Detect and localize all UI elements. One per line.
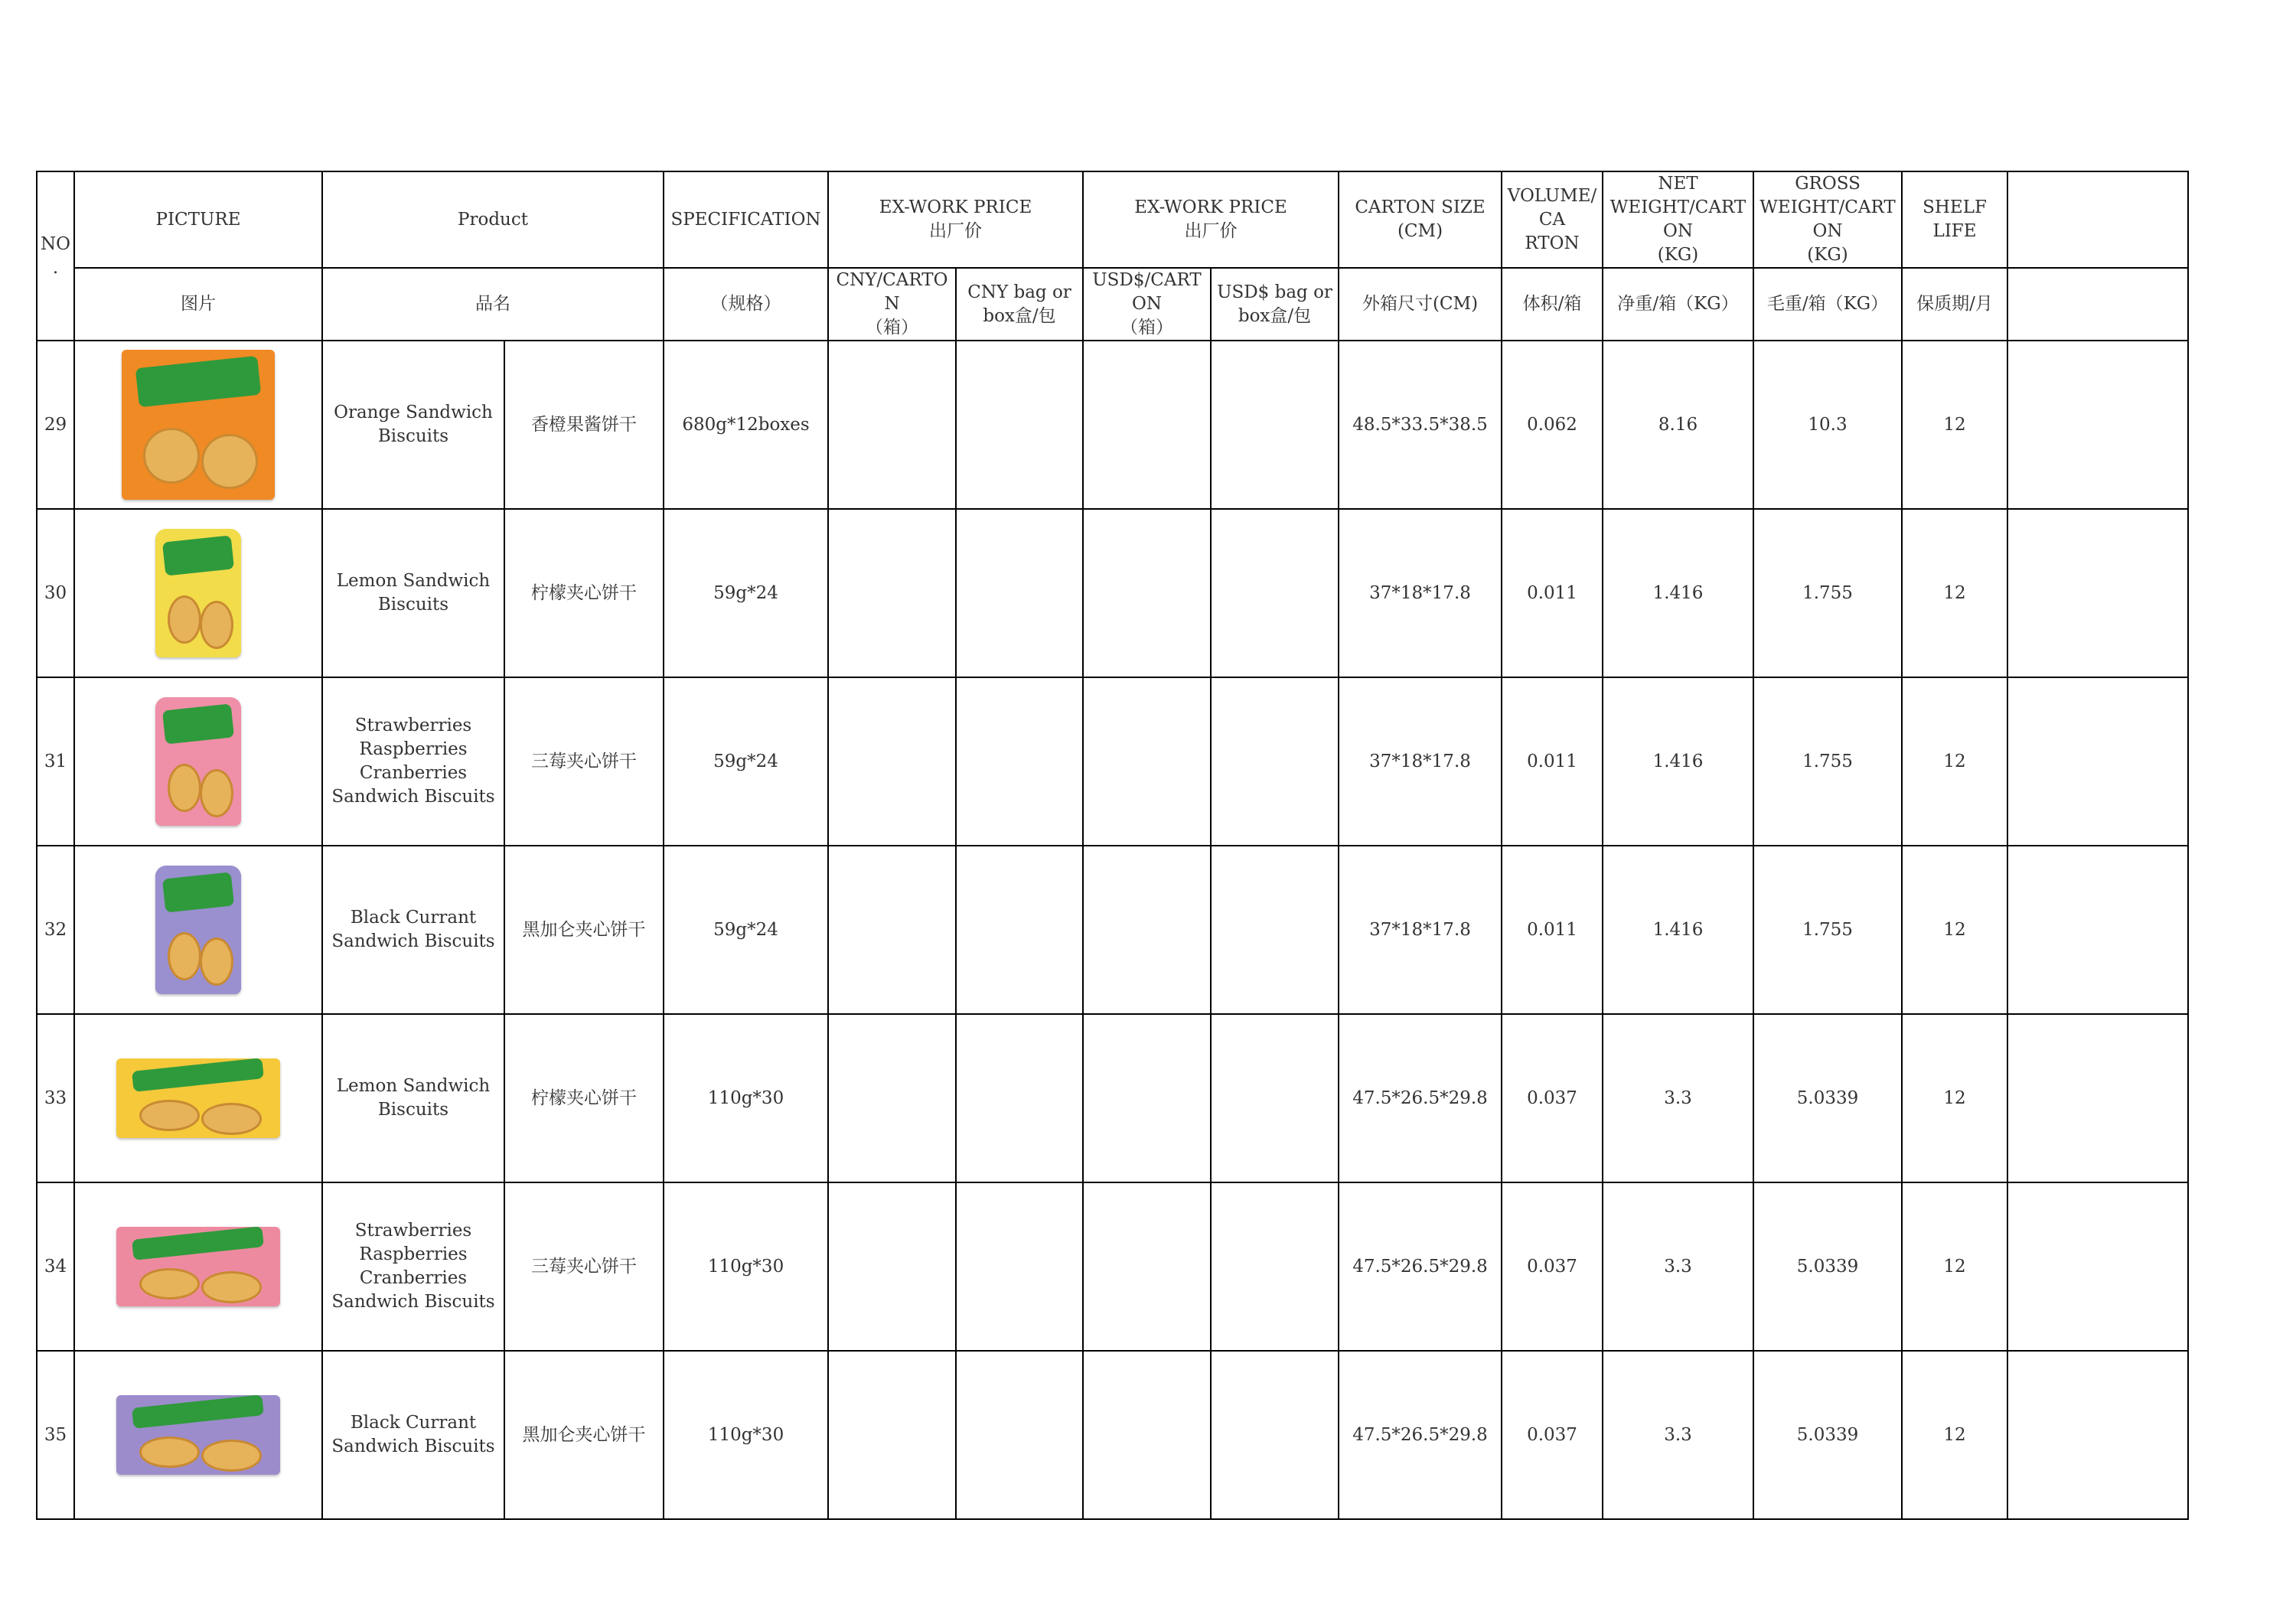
usd-carton-price bbox=[1083, 846, 1211, 1014]
cny-bag-price bbox=[956, 1182, 1083, 1351]
biscuit-icon bbox=[139, 1100, 200, 1131]
row-number: 31 bbox=[37, 677, 74, 846]
usd-carton-price bbox=[1083, 1182, 1211, 1351]
empty-cell bbox=[2007, 846, 2188, 1014]
usd-bag-price bbox=[1211, 341, 1339, 509]
brand-logo-icon bbox=[132, 1227, 264, 1260]
col-header-product-cn: 品名 bbox=[322, 268, 664, 341]
carton-size: 37*18*17.8 bbox=[1339, 677, 1502, 846]
brand-logo-icon bbox=[162, 872, 234, 913]
biscuit-icon bbox=[139, 1268, 200, 1300]
product-name-cn: 柠檬夹心饼干 bbox=[504, 509, 664, 677]
product-picture bbox=[74, 509, 322, 677]
brand-logo-icon bbox=[162, 536, 234, 576]
net-weight: 1.416 bbox=[1603, 846, 1753, 1014]
usd-bag-price bbox=[1211, 509, 1339, 677]
col-header-net-weight-cn: 净重/箱（KG） bbox=[1603, 268, 1753, 341]
product-picture bbox=[74, 1014, 322, 1182]
usd-bag-price bbox=[1211, 1182, 1339, 1351]
col-header-usd-bag: USD$ bag or box盒/包 bbox=[1211, 268, 1339, 341]
carton-size: 37*18*17.8 bbox=[1339, 509, 1502, 677]
volume: 0.037 bbox=[1502, 1351, 1603, 1519]
price-list-table bbox=[36, 171, 2189, 1520]
row-number: 34 bbox=[37, 1182, 74, 1351]
col-header-gross-weight-cn: 毛重/箱（KG） bbox=[1753, 268, 1902, 341]
usd-carton-price bbox=[1083, 509, 1211, 677]
table-row bbox=[37, 509, 2188, 677]
net-weight: 1.416 bbox=[1603, 509, 1753, 677]
specification: 110g*30 bbox=[664, 1351, 828, 1519]
biscuit-icon bbox=[200, 938, 233, 986]
empty-cell bbox=[2007, 341, 2188, 509]
volume: 0.062 bbox=[1502, 341, 1603, 509]
empty-cell bbox=[2007, 171, 2188, 268]
col-header-volume: VOLUME/CA RTON bbox=[1502, 171, 1603, 268]
biscuit-icon bbox=[201, 1103, 262, 1134]
shelf-life: 12 bbox=[1902, 341, 2007, 509]
specification: 110g*30 bbox=[664, 1014, 828, 1182]
product-name-cn: 黑加仑夹心饼干 bbox=[504, 1351, 664, 1519]
product-package-image bbox=[116, 1058, 280, 1138]
cny-carton-price bbox=[828, 509, 956, 677]
col-header-product: Product bbox=[322, 171, 664, 268]
product-name-en: Black Currant Sandwich Biscuits bbox=[322, 1351, 504, 1519]
usd-bag-price bbox=[1211, 1014, 1339, 1182]
product-package-image bbox=[122, 350, 275, 500]
col-header-cny-bag: CNY bag or box盒/包 bbox=[956, 268, 1083, 341]
gross-weight: 1.755 bbox=[1753, 509, 1902, 677]
biscuit-icon bbox=[200, 769, 233, 817]
specification: 59g*24 bbox=[664, 677, 828, 846]
biscuit-icon bbox=[168, 595, 201, 644]
product-package-image bbox=[155, 866, 241, 994]
specification: 59g*24 bbox=[664, 846, 828, 1014]
brand-logo-icon bbox=[132, 1058, 264, 1092]
table-row bbox=[37, 1182, 2188, 1351]
col-header-no: NO. bbox=[37, 171, 74, 341]
table-row bbox=[37, 846, 2188, 1014]
product-name-cn: 三莓夹心饼干 bbox=[504, 677, 664, 846]
empty-cell bbox=[2007, 1014, 2188, 1182]
cny-carton-price bbox=[828, 677, 956, 846]
cny-bag-price bbox=[956, 509, 1083, 677]
product-name-en: Lemon Sandwich Biscuits bbox=[322, 1014, 504, 1182]
usd-carton-price bbox=[1083, 1014, 1211, 1182]
header-row-english bbox=[37, 171, 2188, 268]
biscuit-icon bbox=[143, 428, 200, 484]
col-header-cny-carton: CNY/CARTON （箱） bbox=[828, 268, 956, 341]
shelf-life: 12 bbox=[1902, 1351, 2007, 1519]
col-header-carton-size-cn: 外箱尺寸(CM) bbox=[1339, 268, 1502, 341]
biscuit-icon bbox=[200, 601, 233, 649]
gross-weight: 5.0339 bbox=[1753, 1182, 1902, 1351]
biscuit-icon bbox=[168, 932, 201, 980]
cny-carton-price bbox=[828, 1351, 956, 1519]
product-name-en: Strawberries Raspberries Cranberries Sandwich Biscuits bbox=[322, 1182, 504, 1351]
product-picture bbox=[74, 1182, 322, 1351]
usd-carton-price bbox=[1083, 677, 1211, 846]
product-name-cn: 黑加仑夹心饼干 bbox=[504, 846, 664, 1014]
table-row bbox=[37, 1351, 2188, 1519]
biscuit-icon bbox=[201, 1440, 262, 1471]
col-header-gross-weight: GROSS WEIGHT/CARTON (KG) bbox=[1753, 171, 1902, 268]
volume: 0.011 bbox=[1502, 846, 1603, 1014]
specification: 110g*30 bbox=[664, 1182, 828, 1351]
product-package-image bbox=[155, 529, 241, 657]
product-package-image bbox=[116, 1395, 280, 1475]
product-name-cn: 三莓夹心饼干 bbox=[504, 1182, 664, 1351]
brand-logo-icon bbox=[132, 1395, 264, 1429]
biscuit-icon bbox=[201, 434, 258, 490]
row-number: 33 bbox=[37, 1014, 74, 1182]
col-header-volume-cn: 体积/箱 bbox=[1502, 268, 1603, 341]
product-package-image bbox=[116, 1227, 280, 1306]
row-number: 29 bbox=[37, 341, 74, 509]
shelf-life: 12 bbox=[1902, 1014, 2007, 1182]
row-number: 35 bbox=[37, 1351, 74, 1519]
product-name-cn: 柠檬夹心饼干 bbox=[504, 1014, 664, 1182]
carton-size: 37*18*17.8 bbox=[1339, 846, 1502, 1014]
usd-bag-price bbox=[1211, 677, 1339, 846]
cny-carton-price bbox=[828, 846, 956, 1014]
gross-weight: 1.755 bbox=[1753, 846, 1902, 1014]
usd-bag-price bbox=[1211, 846, 1339, 1014]
net-weight: 1.416 bbox=[1603, 677, 1753, 846]
volume: 0.011 bbox=[1502, 677, 1603, 846]
shelf-life: 12 bbox=[1902, 677, 2007, 846]
product-picture bbox=[74, 341, 322, 509]
col-header-net-weight: NET WEIGHT/CARTON (KG) bbox=[1603, 171, 1753, 268]
carton-size: 47.5*26.5*29.8 bbox=[1339, 1014, 1502, 1182]
col-header-carton-size: CARTON SIZE (CM) bbox=[1339, 171, 1502, 268]
product-picture bbox=[74, 677, 322, 846]
carton-size: 48.5*33.5*38.5 bbox=[1339, 341, 1502, 509]
empty-cell bbox=[2007, 509, 2188, 677]
cny-carton-price bbox=[828, 1014, 956, 1182]
table-row bbox=[37, 677, 2188, 846]
col-header-exwork-cny: EX-WORK PRICE 出厂价 bbox=[828, 171, 1083, 268]
volume: 0.037 bbox=[1502, 1014, 1603, 1182]
carton-size: 47.5*26.5*29.8 bbox=[1339, 1182, 1502, 1351]
col-header-usd-carton: USD$/CARTON （箱） bbox=[1083, 268, 1211, 341]
product-picture bbox=[74, 846, 322, 1014]
net-weight: 3.3 bbox=[1603, 1351, 1753, 1519]
cny-bag-price bbox=[956, 846, 1083, 1014]
table-row bbox=[37, 1014, 2188, 1182]
product-name-en: Strawberries Raspberries Cranberries Sandwich Biscuits bbox=[322, 677, 504, 846]
row-number: 32 bbox=[37, 846, 74, 1014]
row-number: 30 bbox=[37, 509, 74, 677]
product-name-en: Black Currant Sandwich Biscuits bbox=[322, 846, 504, 1014]
col-header-shelf-life: SHELF LIFE bbox=[1902, 171, 2007, 268]
col-header-specification-cn: （规格） bbox=[664, 268, 828, 341]
biscuit-icon bbox=[139, 1436, 200, 1468]
specification: 59g*24 bbox=[664, 509, 828, 677]
empty-cell bbox=[2007, 1351, 2188, 1519]
product-name-en: Lemon Sandwich Biscuits bbox=[322, 509, 504, 677]
specification: 680g*12boxes bbox=[664, 341, 828, 509]
net-weight: 3.3 bbox=[1603, 1014, 1753, 1182]
col-header-specification: SPECIFICATION bbox=[664, 171, 828, 268]
header-row-chinese bbox=[37, 268, 2188, 341]
cny-carton-price bbox=[828, 1182, 956, 1351]
gross-weight: 5.0339 bbox=[1753, 1351, 1902, 1519]
empty-cell bbox=[2007, 1182, 2188, 1351]
carton-size: 47.5*26.5*29.8 bbox=[1339, 1351, 1502, 1519]
product-name-en: Orange Sandwich Biscuits bbox=[322, 341, 504, 509]
cny-bag-price bbox=[956, 341, 1083, 509]
gross-weight: 5.0339 bbox=[1753, 1014, 1902, 1182]
biscuit-icon bbox=[201, 1271, 262, 1303]
shelf-life: 12 bbox=[1902, 846, 2007, 1014]
col-header-picture: PICTURE bbox=[74, 171, 322, 268]
product-picture bbox=[74, 1351, 322, 1519]
cny-bag-price bbox=[956, 1351, 1083, 1519]
empty-cell bbox=[2007, 677, 2188, 846]
empty-cell bbox=[2007, 268, 2188, 341]
gross-weight: 10.3 bbox=[1753, 341, 1902, 509]
usd-bag-price bbox=[1211, 1351, 1339, 1519]
volume: 0.037 bbox=[1502, 1182, 1603, 1351]
gross-weight: 1.755 bbox=[1753, 677, 1902, 846]
shelf-life: 12 bbox=[1902, 509, 2007, 677]
col-header-exwork-usd: EX-WORK PRICE 出厂价 bbox=[1083, 171, 1339, 268]
shelf-life: 12 bbox=[1902, 1182, 2007, 1351]
net-weight: 8.16 bbox=[1603, 341, 1753, 509]
table-row bbox=[37, 341, 2188, 509]
volume: 0.011 bbox=[1502, 509, 1603, 677]
brand-logo-icon bbox=[162, 704, 234, 745]
cny-bag-price bbox=[956, 677, 1083, 846]
usd-carton-price bbox=[1083, 1351, 1211, 1519]
cny-carton-price bbox=[828, 341, 956, 509]
col-header-shelf-life-cn: 保质期/月 bbox=[1902, 268, 2007, 341]
product-name-cn: 香橙果酱饼干 bbox=[504, 341, 664, 509]
col-header-picture-cn: 图片 bbox=[74, 268, 322, 341]
brand-logo-icon bbox=[135, 355, 261, 406]
net-weight: 3.3 bbox=[1603, 1182, 1753, 1351]
biscuit-icon bbox=[168, 764, 201, 812]
cny-bag-price bbox=[956, 1014, 1083, 1182]
product-package-image bbox=[155, 697, 241, 826]
usd-carton-price bbox=[1083, 341, 1211, 509]
